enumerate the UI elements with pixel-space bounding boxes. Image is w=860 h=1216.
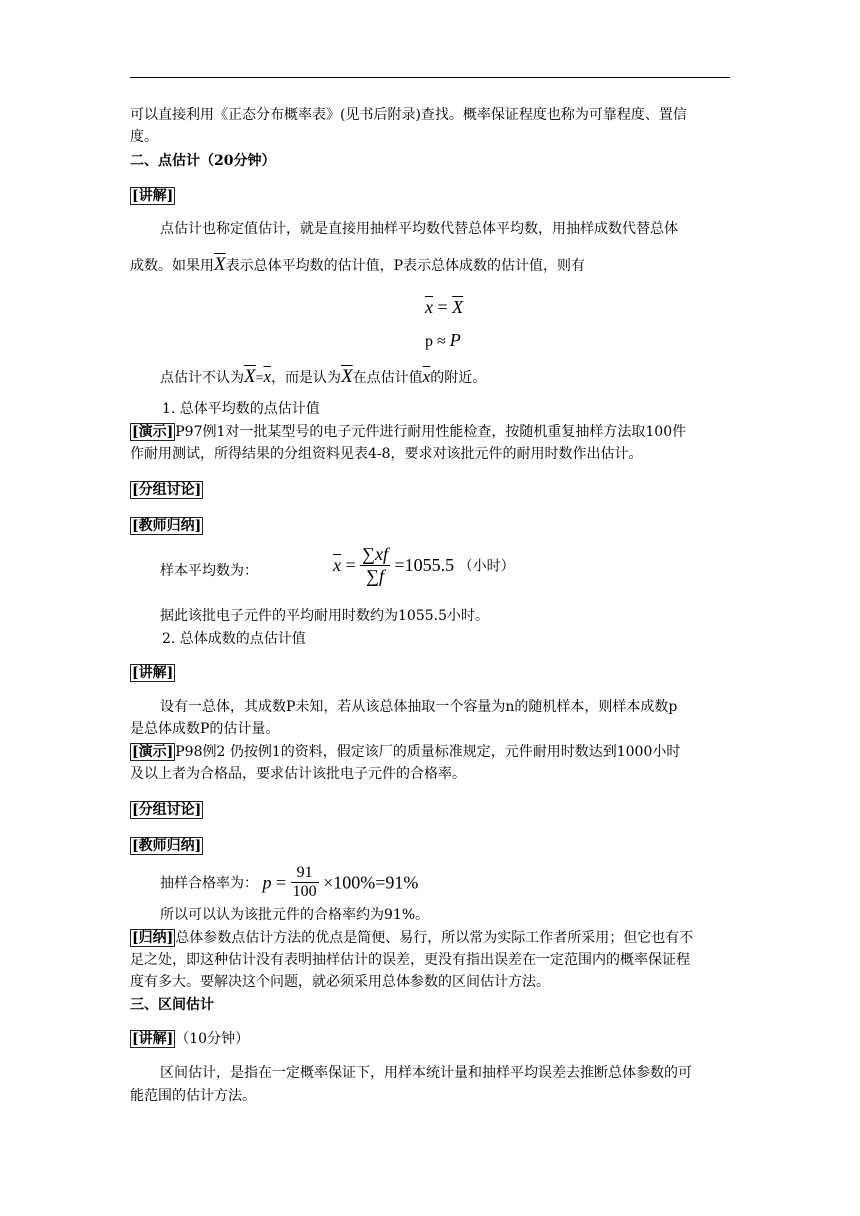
equals-sign: = <box>437 297 448 317</box>
symbol-X-bar: $\overline{X}$ <box>214 254 226 275</box>
tag-teacher-summary <box>130 517 203 535</box>
paragraph-line <box>160 368 486 388</box>
equals-sign: = <box>345 555 356 575</box>
tag-teacher-summary-label: [教师归纳] <box>132 518 202 534</box>
equals-sign: = <box>255 371 264 386</box>
tag-lecture-label: [讲解] <box>132 188 174 204</box>
summary-line <box>130 929 693 947</box>
paragraph-line: 据此该批电子元件的平均耐用时数约为1055.5小时。 <box>160 608 489 624</box>
symbol-X-bar: $\overline{X}$ <box>452 297 464 317</box>
formula-sample-mean <box>333 544 515 587</box>
paragraph-line: 是总体成数P的估计量。 <box>130 721 280 737</box>
numerator: 91 <box>291 864 319 883</box>
paragraph-line: 点估计也称定值估计，就是直接用抽样平均数代替总体平均数，用抽样成数代替总体 <box>160 221 678 237</box>
header-rule <box>130 77 730 78</box>
denominator: ∑f <box>366 566 384 586</box>
section-heading-3: 三、区间估计 <box>130 997 214 1013</box>
text-span: P98例2 仍按例1的资料，假定该厂的质量标准规定，元件耐用时数达到1000小时 <box>175 744 681 760</box>
paragraph-line: 设有一总体，其成数P未知，若从该总体抽取一个容量为n的随机样本，则样本成数p <box>160 699 678 715</box>
fraction <box>291 864 319 901</box>
tag-demo: [演示] <box>132 424 174 440</box>
paragraph-line: 度有多大。要解决这个问题，就必须采用总体参数的区间估计方法。 <box>130 974 550 990</box>
paragraph-line: 能范围的估计方法。 <box>130 1088 256 1104</box>
paragraph-line: 可以直接利用《正态分布概率表》(见书后附录)查找。概率保证程度也称为可靠程度、置信 <box>130 107 687 123</box>
tag-summary: [归纳] <box>132 930 174 946</box>
text-span: 点估计不认为 <box>160 370 244 386</box>
denominator: 100 <box>292 883 317 900</box>
tag-group-discussion <box>130 481 203 499</box>
list-item: 1. 总体平均数的点估计值 <box>162 401 320 417</box>
lecture-time: （10分钟） <box>175 1031 250 1047</box>
text-span: 在点估计值 <box>352 370 423 386</box>
value: ×100%=91% <box>323 872 419 892</box>
equals-sign: = <box>275 872 287 892</box>
tag-group-discussion <box>130 801 203 819</box>
section-heading-2: 二、点估计（20分钟） <box>130 153 276 169</box>
numerator: ∑xf <box>362 544 388 564</box>
tag-group-discussion-label: [分组讨论] <box>132 802 202 818</box>
symbol-P: P <box>449 330 461 350</box>
pass-rate-formula <box>160 864 418 901</box>
text-span: ，而是认为 <box>271 370 342 386</box>
text-span: 表示总体平均数的估计值，P表示总体成数的估计值，则有 <box>225 258 586 274</box>
approx-sign: ≈ <box>437 333 446 350</box>
paragraph-line: 区间估计，是指在一定概率保证下，用样本统计量和抽样平均误差去推断总体参数的可 <box>160 1065 692 1081</box>
symbol-x-bar: $\overline{x}$ <box>422 367 431 386</box>
value: =1055.5 <box>394 555 455 575</box>
tag-lecture-label: [讲解] <box>132 665 174 681</box>
symbol-x-bar: $\overline{x}$ <box>333 555 341 575</box>
tag-lecture <box>130 187 175 205</box>
symbol-X-bar: $\overline{X}$ <box>341 366 353 387</box>
demo-line <box>130 423 686 441</box>
pass-rate-label: 抽样合格率为： <box>160 875 258 892</box>
formula-mean <box>425 298 463 316</box>
paragraph-line <box>130 256 585 275</box>
symbol-x-bar: $\overline{x}$ <box>425 297 433 317</box>
paragraph-line: 作耐用测试，所得结果的分组资料见表4-8，要求对该批元件的耐用时数作出估计。 <box>130 446 643 462</box>
tag-group-discussion-label: [分组讨论] <box>132 482 202 498</box>
fraction <box>360 544 390 587</box>
sample-mean-label: 样本平均数为： <box>160 563 258 579</box>
paragraph-line: 度。 <box>130 129 158 145</box>
text-span: 的附近。 <box>430 370 487 386</box>
demo-line <box>130 743 680 761</box>
tag-lecture <box>130 664 175 682</box>
text-span: 成数。如果用 <box>130 258 214 274</box>
tag-lecture-label: [讲解] <box>132 1031 174 1047</box>
symbol-X-bar: $\overline{X}$ <box>244 366 256 387</box>
symbol-x-bar: $\overline{x}$ <box>263 367 272 386</box>
formula <box>262 864 419 900</box>
paragraph-line: 足之处，即这种估计没有表明抽样估计的误差，更没有指出误差在一定范围内的概率保证程 <box>130 952 690 968</box>
tag-teacher-summary-label: [教师归纳] <box>132 838 202 854</box>
unit: （小时） <box>458 558 515 575</box>
tag-teacher-summary <box>130 837 203 855</box>
symbol-p: p <box>425 333 433 350</box>
text-span: 总体参数点估计方法的优点是简便、易行，所以常为实际工作者所采用；但它也有不 <box>175 930 694 946</box>
tag-demo: [演示] <box>132 744 174 760</box>
formula-proportion <box>425 331 461 351</box>
list-item: 2. 总体成数的点估计值 <box>162 631 306 647</box>
paragraph-line: 所以可以认为该批元件的合格率约为91%。 <box>160 907 430 923</box>
lecture-line <box>130 1030 249 1048</box>
paragraph-line: 及以上者为合格品，要求估计该批电子元件的合格率。 <box>130 766 466 782</box>
symbol-p: p <box>262 872 272 892</box>
text-span: P97例1对一批某型号的电子元件进行耐用性能检查，按随机重复抽样方法取100件 <box>175 424 687 440</box>
